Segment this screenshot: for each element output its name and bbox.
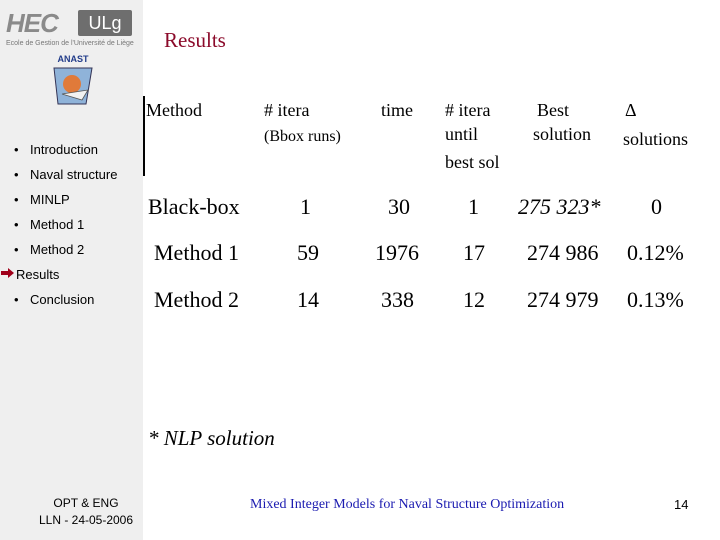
table-row-method1-itera: 59 xyxy=(297,240,319,265)
nav-item-method-2[interactable]: • Method 2 xyxy=(14,242,85,257)
bullet-icon: • xyxy=(14,242,19,257)
logo-ulg-text: ULg xyxy=(78,10,132,36)
table-row-method1-method: Method 1 xyxy=(154,240,239,265)
logo-hec-text: HEC xyxy=(6,8,58,38)
table-row-blackbox-until: 1 xyxy=(468,194,479,219)
header-time: time xyxy=(381,100,413,120)
table-row-method1-time: 1976 xyxy=(375,240,419,265)
bullet-icon: • xyxy=(14,217,19,232)
header-itera: # itera xyxy=(264,100,310,120)
nav-item-introduction[interactable]: • Introduction xyxy=(14,142,98,157)
header-delta-2: solutions xyxy=(623,129,689,149)
sidebar xyxy=(0,0,143,540)
footnote: * NLP solution xyxy=(148,426,275,450)
nav-item-naval-structure[interactable]: • Naval structure xyxy=(14,167,118,182)
logo-subtitle: Ecole de Gestion de l'Université de Liège xyxy=(6,40,134,47)
header-delta-symbol: Δ xyxy=(625,100,637,120)
header-method: Method xyxy=(146,100,202,120)
header-best-1: Best xyxy=(537,100,570,120)
table-row-method2-itera: 14 xyxy=(297,287,319,312)
table-row-method1-until: 17 xyxy=(463,240,485,265)
table-left-border xyxy=(143,96,145,176)
current-arrow-icon xyxy=(0,267,16,282)
footer-event: OPT & ENG xyxy=(53,496,119,510)
anast-logo xyxy=(48,54,98,112)
header-itera-until-2: until xyxy=(445,124,479,144)
header-itera-until-1: # itera xyxy=(445,100,491,120)
bullet-icon: • xyxy=(14,142,19,157)
table-row-method1-best: 274 986 xyxy=(527,240,599,265)
table-row-method1-delta: 0.12% xyxy=(627,240,684,265)
nav-item-minlp[interactable]: • MINLP xyxy=(14,192,70,207)
hec-ulg-logo xyxy=(4,6,138,50)
table-row-method2-time: 338 xyxy=(381,287,414,312)
bullet-icon: • xyxy=(14,167,19,182)
nav-item-conclusion[interactable]: • Conclusion xyxy=(14,292,95,307)
header-itera-sub: (Bbox runs) xyxy=(264,128,341,145)
table-row-blackbox-delta: 0 xyxy=(651,194,662,219)
table-row-blackbox-method: Black-box xyxy=(148,194,240,219)
anast-label: ANAST xyxy=(57,54,89,64)
table-row-blackbox-time: 30 xyxy=(388,194,410,219)
table-row-blackbox-itera: 1 xyxy=(300,194,311,219)
nav-item-method-1[interactable]: • Method 1 xyxy=(14,217,85,232)
page-number: 14 xyxy=(674,497,689,512)
table-row-blackbox-best: 275 323* xyxy=(518,194,601,219)
footer-left xyxy=(22,495,150,529)
header-best-2: solution xyxy=(533,124,592,144)
bullet-icon: • xyxy=(14,192,19,207)
nav-item-results[interactable]: Results xyxy=(0,267,59,282)
table-row-method2-until: 12 xyxy=(463,287,485,312)
table-row-method2-best: 274 979 xyxy=(527,287,599,312)
table-row-method2-method: Method 2 xyxy=(154,287,239,312)
footer-date: LLN - 24-05-2006 xyxy=(38,513,134,527)
bullet-icon: • xyxy=(14,292,19,307)
table-row-method2-delta: 0.13% xyxy=(627,287,684,312)
header-itera-until-3: best sol xyxy=(445,152,500,172)
footer-title: Mixed Integer Models for Naval Structure Optimization xyxy=(250,497,565,512)
slide-title: Results xyxy=(164,28,226,52)
